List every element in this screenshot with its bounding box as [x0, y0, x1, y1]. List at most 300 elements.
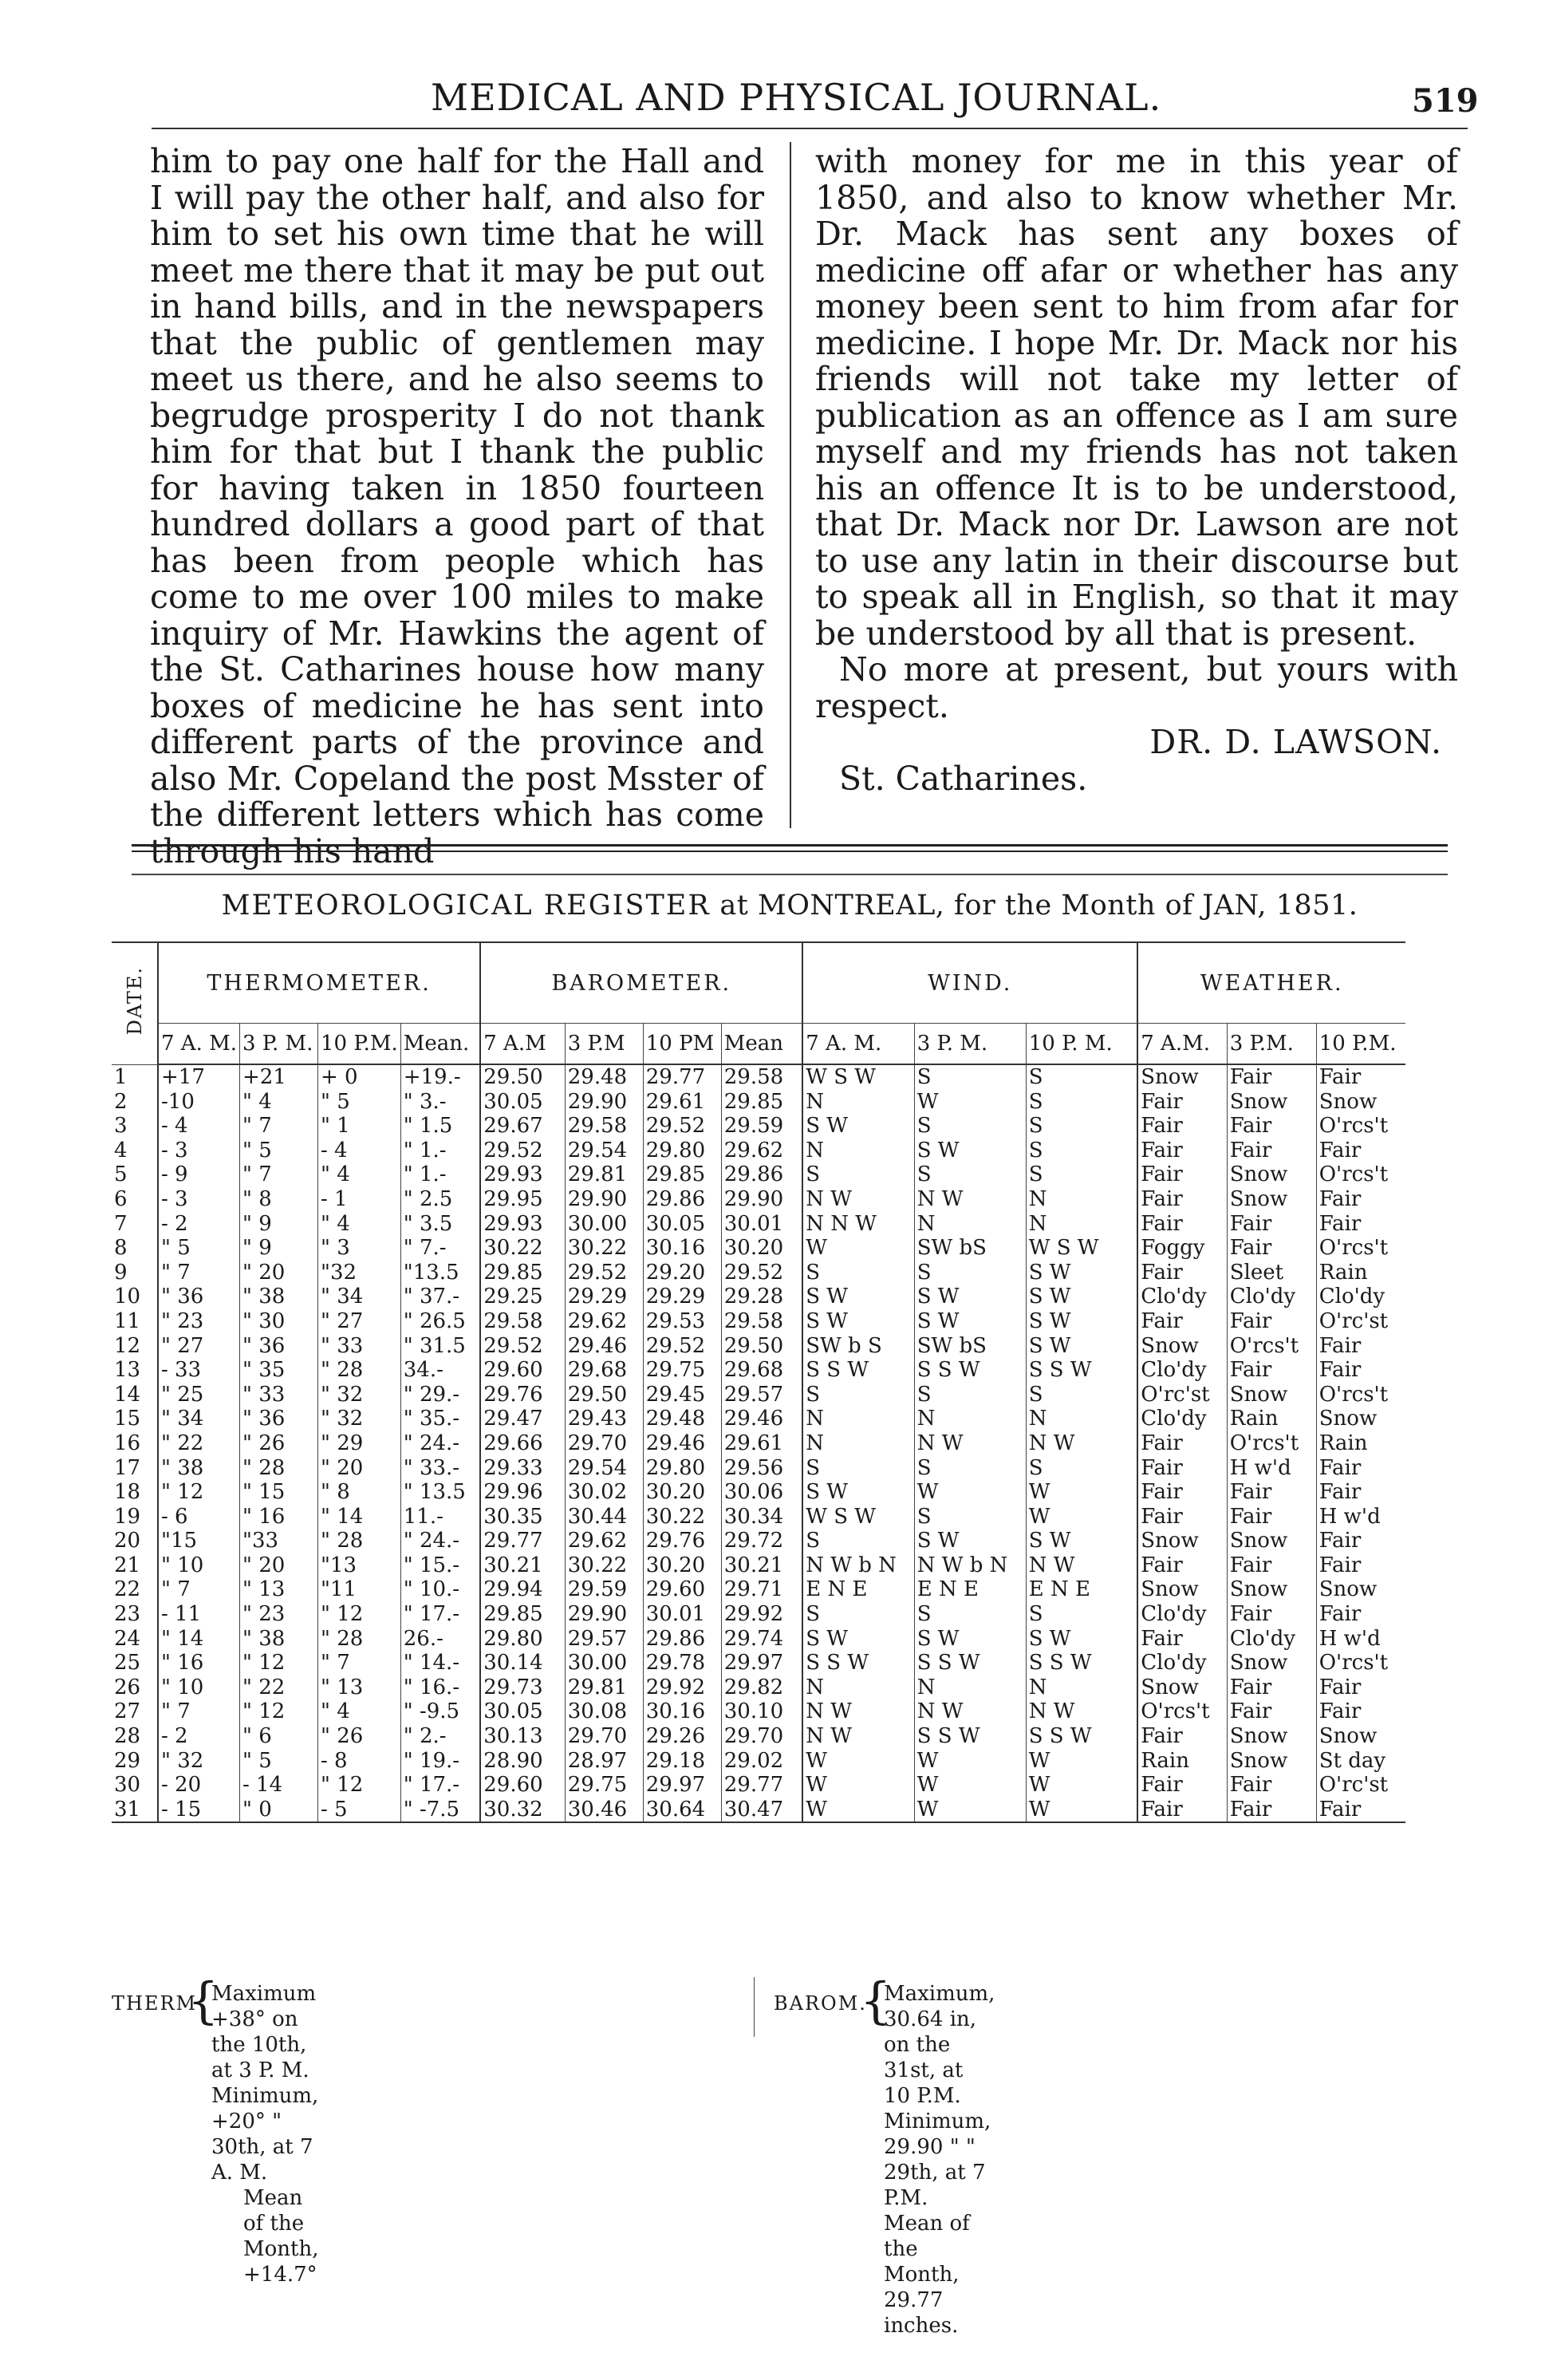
register-cell: Snow [1137, 1675, 1227, 1700]
register-cell: N W b N [914, 1553, 1026, 1578]
register-cell: " 5 [318, 1090, 401, 1115]
register-cell: 29.62 [565, 1309, 643, 1334]
register-cell: - 2 [158, 1724, 240, 1749]
register-cell: 30.35 [480, 1505, 565, 1529]
register-cell: N W [1026, 1699, 1137, 1724]
register-date-cell: 18 [112, 1480, 158, 1505]
register-cell: Snow [1227, 1187, 1316, 1212]
register-cell: " 1.5 [400, 1114, 480, 1139]
register-cell: 29.71 [721, 1577, 802, 1602]
register-cell: " 12 [240, 1699, 318, 1724]
register-date-cell: 14 [112, 1383, 158, 1407]
register-date-cell: 28 [112, 1724, 158, 1749]
register-cell: " 33 [318, 1334, 401, 1359]
register-cell: S S W [914, 1358, 1026, 1383]
register-cell: " 20 [318, 1456, 401, 1481]
register-row [112, 1431, 1405, 1456]
register-cell: 29.59 [721, 1114, 802, 1139]
register-cell: 29.93 [480, 1162, 565, 1187]
register-cell: 29.86 [643, 1187, 721, 1212]
register-cell: Fair [1137, 1309, 1227, 1334]
register-row [112, 1236, 1405, 1261]
register-cell: " 14 [318, 1505, 401, 1529]
register-cell: 30.16 [643, 1699, 721, 1724]
register-subheader-row [112, 1024, 1405, 1065]
register-cell: 29.58 [721, 1064, 802, 1090]
register-title: METEOROLOGICAL REGISTER [221, 890, 711, 922]
register-cell: Fair [1318, 1553, 1362, 1577]
register-cell: " 17.- [400, 1602, 480, 1627]
register-date-cell: 17 [112, 1456, 158, 1481]
register-cell: 29.93 [480, 1212, 565, 1237]
register-cell: " 3.5 [400, 1212, 480, 1237]
register-cell: W [802, 1236, 914, 1261]
register-cell: " 8 [318, 1480, 401, 1505]
register-cell: Fair [1318, 1186, 1362, 1211]
register-cell: SW bS [914, 1236, 1026, 1261]
register-cell: 29.90 [721, 1187, 802, 1212]
register-cell: " 33 [240, 1383, 318, 1407]
register-cell: 29.52 [565, 1261, 643, 1285]
register-cell: " 28 [318, 1529, 401, 1553]
register-cell: SW bS [914, 1334, 1026, 1359]
register-cell: - 5 [318, 1798, 401, 1823]
register-cell: Fair [1318, 1333, 1362, 1358]
register-cell: W S W [802, 1064, 914, 1090]
letter-paragraph: with money for me in this year of 1850, and also to know whether Mr. Dr. Mack has sent any boxes of medicine off afar or whether has any money been sent to him from afar for medicine. I hope Mr. Dr. Mack nor his friends will not take my letter of publication as an offence as I am sure myself and my friends has not taken his an offence It is to be understood, that Dr. Mack nor Dr. Lawson are not to use any latin in their discourse but to speak all in English, so that it may be understood by all that is present. [815, 142, 1458, 653]
register-cell: Rain [1318, 1260, 1368, 1285]
register-cell: 29.50 [721, 1334, 802, 1359]
register-cell: N W b N [802, 1553, 914, 1578]
register-cell: " 1.- [400, 1162, 480, 1187]
register-cell: 29.75 [565, 1773, 643, 1798]
therm-maximum: Maximum +38° on the 10th, at 3 P. M. [211, 1982, 317, 2082]
register-cell: - 33 [158, 1358, 240, 1383]
register-cell: 29.60 [480, 1358, 565, 1383]
register-cell: " 30 [240, 1309, 318, 1334]
register-date-cell: 23 [112, 1602, 158, 1627]
register-row [112, 1773, 1405, 1798]
register-row [112, 1724, 1405, 1749]
register-cell: S [914, 1261, 1026, 1285]
register-row [112, 1627, 1405, 1652]
register-row [112, 1187, 1405, 1212]
register-cell: 30.05 [480, 1090, 565, 1115]
register-cell: 29.56 [721, 1456, 802, 1481]
register-cell: " 22 [240, 1675, 318, 1700]
register-cell: " 27 [158, 1334, 240, 1359]
register-cell: Snow [1318, 1407, 1378, 1431]
register-cell: N [914, 1407, 1026, 1431]
register-cell: 29.26 [643, 1724, 721, 1749]
register-cell: 29.60 [480, 1773, 565, 1798]
register-cell: O'rcs't [1318, 1651, 1389, 1675]
register-cell: " 34 [318, 1285, 401, 1309]
register-date-cell: 31 [112, 1798, 158, 1823]
register-cell: Fair [1137, 1187, 1227, 1212]
register-cell: S W [914, 1309, 1026, 1334]
register-cell: 29.85 [721, 1090, 802, 1115]
register-cell: Fair [1318, 1480, 1362, 1505]
register-cell: 29.54 [565, 1139, 643, 1163]
register-cell: O'rcs't [1318, 1236, 1389, 1261]
register-cell: " 15 [240, 1480, 318, 1505]
register-row [112, 1529, 1405, 1553]
register-cell: " 14 [158, 1627, 240, 1652]
register-cell: " 25 [158, 1383, 240, 1407]
register-cell: 29.68 [721, 1358, 802, 1383]
register-cell: 29.29 [643, 1285, 721, 1309]
register-cell: Rain [1227, 1407, 1316, 1431]
register-cell: " 37.- [400, 1285, 480, 1309]
register-cell: W [802, 1749, 914, 1774]
register-cell: - 11 [158, 1602, 240, 1627]
register-cell: 30.13 [480, 1724, 565, 1749]
register-cell: S [914, 1162, 1026, 1187]
register-cell: S [1026, 1456, 1137, 1481]
register-cell: " 26.5 [400, 1309, 480, 1334]
register-cell: " 6 [240, 1724, 318, 1749]
register-cell: 29.97 [721, 1651, 802, 1675]
register-row [112, 1675, 1405, 1700]
register-cell: " -9.5 [400, 1699, 480, 1724]
register-cell: Fair [1318, 1675, 1362, 1699]
section-rule [132, 844, 1448, 847]
register-cell: " 12 [318, 1773, 401, 1798]
register-cell: Fair [1316, 1798, 1405, 1823]
register-cell: "13.5 [400, 1261, 480, 1285]
register-cell: 30.22 [565, 1553, 643, 1578]
register-cell: Sleet [1227, 1261, 1316, 1285]
register-subheader: 10 P.M. [318, 1024, 401, 1065]
register-cell: 29.80 [643, 1456, 721, 1481]
register-cell: " 29.- [400, 1383, 480, 1407]
register-cell: - 8 [318, 1749, 401, 1774]
register-cell: " 3.- [400, 1090, 480, 1115]
barom-label: BAROM. [774, 1992, 867, 2015]
register-cell: S [802, 1261, 914, 1285]
register-cell: Rain [1318, 1431, 1368, 1455]
register-cell: 30.32 [480, 1798, 565, 1823]
register-cell: S [802, 1602, 914, 1627]
register-cell: " 19.- [400, 1749, 480, 1774]
register-cell: Fair [1137, 1480, 1227, 1505]
register-cell: " 31.5 [400, 1334, 480, 1359]
section-rule [132, 874, 1448, 875]
register-cell: W [802, 1798, 914, 1823]
register-subheader: 7 A.M. [1137, 1024, 1227, 1065]
register-cell: SW b S [802, 1334, 914, 1359]
register-cell: 29.70 [721, 1724, 802, 1749]
register-cell: O'rc'st [1137, 1383, 1227, 1407]
running-title: MEDICAL AND PHYSICAL JOURNAL. [431, 76, 1162, 119]
register-cell: " 7.- [400, 1236, 480, 1261]
register-cell: S W [1026, 1529, 1137, 1553]
register-subheader: 10 P. M. [1026, 1024, 1137, 1065]
register-cell: N W [802, 1187, 914, 1212]
register-cell: W [914, 1749, 1026, 1774]
register-date-cell: 27 [112, 1699, 158, 1724]
barometer-header: BAROMETER. [480, 942, 802, 1024]
register-cell: Clo'dy [1318, 1285, 1385, 1309]
register-cell: 29.20 [643, 1261, 721, 1285]
register-cell: Clo'dy [1137, 1285, 1227, 1309]
signature-place: St. Catharines. [839, 759, 1088, 798]
register-cell: Fair [1227, 1602, 1316, 1627]
register-cell: S [802, 1529, 914, 1553]
register-cell: - 9 [158, 1162, 240, 1187]
register-cell: "13 [318, 1553, 401, 1578]
register-cell: N W [802, 1724, 914, 1749]
register-cell: " 10.- [400, 1577, 480, 1602]
register-cell: 30.20 [721, 1236, 802, 1261]
register-cell: 30.22 [643, 1505, 721, 1529]
register-cell: 29.80 [643, 1139, 721, 1163]
register-cell: 29.52 [480, 1334, 565, 1359]
register-cell: S S W [1026, 1724, 1137, 1749]
register-cell: Fair [1137, 1724, 1227, 1749]
header-rule [152, 128, 1468, 129]
register-cell: 29.46 [721, 1407, 802, 1431]
register-cell: 29.90 [565, 1187, 643, 1212]
register-cell: 29.48 [565, 1064, 643, 1090]
register-cell: Fair [1227, 1139, 1316, 1163]
register-date-cell: 13 [112, 1358, 158, 1383]
register-cell: " 10 [158, 1553, 240, 1578]
register-cell: " -7.5 [400, 1798, 480, 1823]
register-cell: S S W [1026, 1651, 1137, 1675]
register-cell: 30.02 [565, 1480, 643, 1505]
register-cell: Snow [1137, 1577, 1227, 1602]
register-cell: 29.28 [721, 1285, 802, 1309]
register-cell: 29.61 [721, 1431, 802, 1456]
register-cell: - 15 [158, 1798, 240, 1823]
register-cell: Fair [1227, 1505, 1316, 1529]
register-cell: - 6 [158, 1505, 240, 1529]
register-row [112, 1334, 1405, 1359]
register-date-cell: 30 [112, 1773, 158, 1798]
register-cell: Clo'dy [1137, 1358, 1227, 1383]
register-cell: " 2.- [400, 1724, 480, 1749]
register-cell: 29.57 [565, 1627, 643, 1652]
register-cell: N W [802, 1699, 914, 1724]
register-cell: N [1026, 1212, 1137, 1237]
register-cell: S [1026, 1064, 1137, 1090]
register-cell: N W [914, 1431, 1026, 1456]
register-subheader: 7 A.M [480, 1024, 565, 1065]
register-cell: N [802, 1675, 914, 1700]
register-cell: 29.62 [565, 1529, 643, 1553]
register-cell: Fair [1137, 1627, 1227, 1652]
register-cell: 30.08 [565, 1699, 643, 1724]
register-cell: 29.18 [643, 1749, 721, 1774]
register-cell: 29.58 [480, 1309, 565, 1334]
register-cell: 29.50 [565, 1383, 643, 1407]
therm-label: THERM [112, 1992, 198, 2015]
register-cell: " 27 [318, 1309, 401, 1334]
register-cell: N [802, 1431, 914, 1456]
register-cell: " 4 [318, 1699, 401, 1724]
register-cell: 29.97 [643, 1773, 721, 1798]
register-subheader: 3 P. M. [240, 1024, 318, 1065]
brace-symbol: { [860, 1971, 892, 2030]
register-cell: S [914, 1602, 1026, 1627]
register-cell: H w'd [1318, 1626, 1381, 1651]
register-row [112, 1553, 1405, 1578]
register-cell: 29.70 [565, 1724, 643, 1749]
register-date-cell: 11 [112, 1309, 158, 1334]
register-cell: "32 [318, 1261, 401, 1285]
register-cell: Fair [1318, 1211, 1362, 1236]
register-cell: Fair [1318, 1602, 1362, 1627]
register-cell: Fair [1137, 1090, 1227, 1115]
register-subheader: 3 P. M. [914, 1024, 1026, 1065]
register-cell: St day [1318, 1748, 1386, 1773]
register-row [112, 1651, 1405, 1675]
register-subheader: 3 P.M [565, 1024, 643, 1065]
register-cell: " 3 [318, 1236, 401, 1261]
register-cell: " 9 [240, 1236, 318, 1261]
register-cell: " 12 [318, 1602, 401, 1627]
register-cell: S [1026, 1162, 1137, 1187]
register-subheader: 7 A. M. [158, 1024, 240, 1065]
register-cell: S W [802, 1480, 914, 1505]
register-date-cell: 15 [112, 1407, 158, 1431]
register-cell: - 4 [318, 1139, 401, 1163]
register-cell: 29.86 [643, 1627, 721, 1652]
register-cell: N [914, 1212, 1026, 1237]
register-cell: 30.22 [480, 1236, 565, 1261]
register-cell: W [1026, 1749, 1137, 1774]
register-cell: " 5 [158, 1236, 240, 1261]
register-cell: S W [802, 1309, 914, 1334]
register-cell: " 16 [158, 1651, 240, 1675]
weather-header: WEATHER. [1137, 942, 1405, 1024]
register-cell: Snow [1227, 1383, 1316, 1407]
register-row [112, 1505, 1405, 1529]
register-cell: " 23 [158, 1309, 240, 1334]
register-date-cell: 1 [112, 1064, 158, 1090]
register-date-cell: 19 [112, 1505, 158, 1529]
register-cell: " 32 [318, 1383, 401, 1407]
register-cell: 30.00 [565, 1212, 643, 1237]
register-cell: Fair [1137, 1212, 1227, 1237]
register-cell: 29.94 [480, 1577, 565, 1602]
register-cell: Snow [1137, 1334, 1227, 1359]
register-cell: Fair [1137, 1114, 1227, 1139]
register-cell: " 28 [240, 1456, 318, 1481]
register-cell: "33 [240, 1529, 318, 1553]
register-cell: Fair [1318, 1358, 1362, 1383]
register-row [112, 1139, 1405, 1163]
register-cell: S S W [1026, 1358, 1137, 1383]
register-cell: 30.05 [643, 1212, 721, 1237]
register-cell: W [914, 1798, 1026, 1823]
running-head [0, 76, 1553, 124]
wind-header: WIND. [802, 942, 1137, 1024]
register-cell: - 20 [158, 1773, 240, 1798]
column-divider [790, 142, 791, 828]
register-cell: 29.50 [480, 1064, 565, 1090]
register-cell: 29.92 [643, 1675, 721, 1700]
register-cell: " 14.- [400, 1651, 480, 1675]
register-cell: W [914, 1090, 1026, 1115]
meteorological-register-table [112, 941, 1405, 1823]
register-cell: O'rc'st [1318, 1308, 1389, 1333]
register-cell: " 35.- [400, 1407, 480, 1431]
register-cell: Snow [1227, 1749, 1316, 1774]
register-cell: S W [802, 1114, 914, 1139]
register-cell: 29.46 [565, 1334, 643, 1359]
register-cell: S [914, 1383, 1026, 1407]
register-cell: - 2 [158, 1212, 240, 1237]
register-cell: S [802, 1456, 914, 1481]
register-cell: 29.52 [643, 1334, 721, 1359]
register-cell: " 1 [318, 1114, 401, 1139]
register-cell: " 13.5 [400, 1480, 480, 1505]
register-subheader: Mean [721, 1024, 802, 1065]
register-date-cell: 9 [112, 1261, 158, 1285]
register-cell: 30.21 [480, 1553, 565, 1578]
register-cell: Fair [1137, 1773, 1227, 1798]
register-cell: W [1026, 1505, 1137, 1529]
barom-maximum: Maximum, 30.64 in, on the 31st, at 10 P.M. [884, 1982, 995, 2108]
register-cell: - 1 [318, 1187, 401, 1212]
register-row [112, 1309, 1405, 1334]
register-cell: N W [914, 1699, 1026, 1724]
left-column [150, 144, 764, 870]
register-cell: " 2.5 [400, 1187, 480, 1212]
register-cell: Fair [1227, 1212, 1316, 1237]
register-cell: Clo'dy [1227, 1627, 1316, 1652]
register-cell: Fair [1137, 1431, 1227, 1456]
register-cell: N [1026, 1407, 1137, 1431]
register-subheader: Mean. [400, 1024, 480, 1065]
register-subheader: 10 PM [643, 1024, 721, 1065]
thermometer-header: THERMOMETER. [158, 942, 480, 1024]
register-cell: 29.85 [480, 1602, 565, 1627]
register-cell: 29.61 [643, 1090, 721, 1115]
register-cell: S W [1026, 1285, 1137, 1309]
register-cell: 29.52 [643, 1114, 721, 1139]
register-cell: Fair [1227, 1699, 1316, 1724]
register-cell: S S W [914, 1651, 1026, 1675]
register-cell: 30.34 [721, 1505, 802, 1529]
register-cell: 30.20 [643, 1480, 721, 1505]
register-cell: 29.70 [565, 1431, 643, 1456]
register-cell: Fair [1227, 1114, 1316, 1139]
register-cell: " 24.- [400, 1529, 480, 1553]
register-cell: S [1026, 1114, 1137, 1139]
register-cell: S S W [802, 1651, 914, 1675]
register-cell: " 15.- [400, 1553, 480, 1578]
register-cell: Fair [1318, 1455, 1362, 1480]
register-cell: 29.58 [565, 1114, 643, 1139]
register-cell: Fair [1227, 1480, 1316, 1505]
register-cell: 28.90 [480, 1749, 565, 1774]
register-cell: S W [1026, 1627, 1137, 1652]
register-cell: N [914, 1675, 1026, 1700]
register-cell: " 4 [318, 1162, 401, 1187]
register-cell: W S W [802, 1505, 914, 1529]
register-date-cell: 26 [112, 1675, 158, 1700]
register-cell: 30.01 [643, 1602, 721, 1627]
register-cell: " 26 [240, 1431, 318, 1456]
register-cell: " 9 [240, 1212, 318, 1237]
register-cell: Fair [1318, 1699, 1362, 1724]
register-cell: H w'd [1318, 1504, 1381, 1529]
register-cell: S [914, 1505, 1026, 1529]
